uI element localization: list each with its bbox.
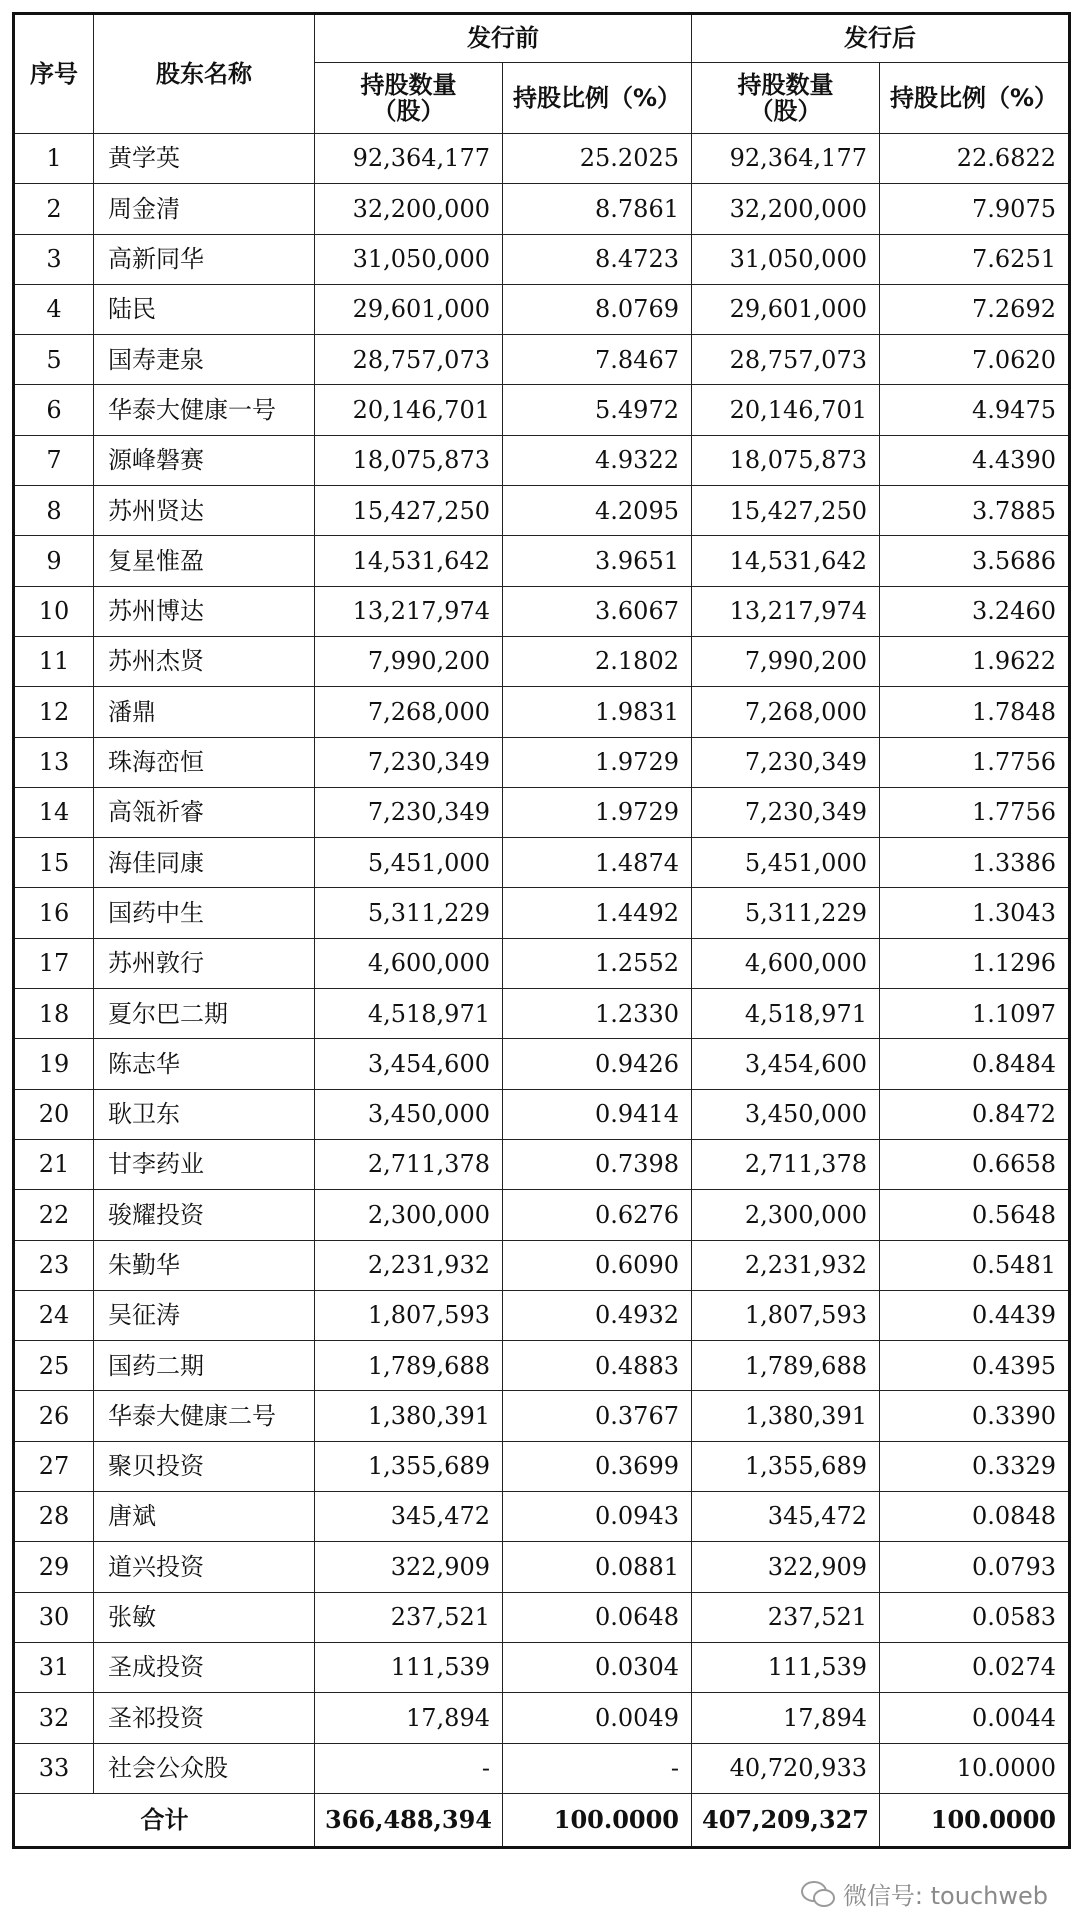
cell-after-ratio: 4.4390 bbox=[880, 435, 1070, 485]
cell-seq: 27 bbox=[14, 1441, 94, 1491]
cell-before-ratio: 0.4932 bbox=[503, 1290, 692, 1340]
cell-after-ratio: 1.7756 bbox=[880, 737, 1070, 787]
total-label: 合计 bbox=[14, 1793, 315, 1847]
cell-before-ratio: 3.6067 bbox=[503, 586, 692, 636]
cell-seq: 4 bbox=[14, 284, 94, 334]
cell-seq: 33 bbox=[14, 1743, 94, 1793]
cell-before-ratio: 0.7398 bbox=[503, 1139, 692, 1189]
cell-after-shares: 5,451,000 bbox=[692, 838, 880, 888]
table-row bbox=[14, 938, 1070, 988]
cell-shareholder-name: 夏尔巴二期 bbox=[94, 989, 315, 1039]
cell-after-ratio: 0.0848 bbox=[880, 1492, 1070, 1542]
cell-shareholder-name: 陆民 bbox=[94, 284, 315, 334]
cell-before-ratio: 0.0049 bbox=[503, 1693, 692, 1743]
table-row bbox=[14, 888, 1070, 938]
cell-after-shares: 5,311,229 bbox=[692, 888, 880, 938]
cell-seq: 25 bbox=[14, 1341, 94, 1391]
cell-after-shares: 1,355,689 bbox=[692, 1441, 880, 1491]
cell-shareholder-name: 黄学英 bbox=[94, 134, 315, 184]
cell-after-shares: 7,230,349 bbox=[692, 737, 880, 787]
cell-before-ratio: 1.9729 bbox=[503, 737, 692, 787]
cell-before-shares: - bbox=[315, 1743, 503, 1793]
table-row bbox=[14, 184, 1070, 234]
cell-after-shares: 2,711,378 bbox=[692, 1139, 880, 1189]
cell-before-ratio: 8.4723 bbox=[503, 234, 692, 284]
cell-after-shares: 322,909 bbox=[692, 1542, 880, 1592]
cell-seq: 15 bbox=[14, 838, 94, 888]
cell-after-shares: 15,427,250 bbox=[692, 486, 880, 536]
cell-seq: 28 bbox=[14, 1492, 94, 1542]
cell-shareholder-name: 社会公众股 bbox=[94, 1743, 315, 1793]
cell-after-ratio: 0.0274 bbox=[880, 1642, 1070, 1692]
cell-after-ratio: 0.4395 bbox=[880, 1341, 1070, 1391]
cell-after-shares: 40,720,933 bbox=[692, 1743, 880, 1793]
cell-after-shares: 2,300,000 bbox=[692, 1190, 880, 1240]
cell-seq: 29 bbox=[14, 1542, 94, 1592]
cell-seq: 19 bbox=[14, 1039, 94, 1089]
table-row bbox=[14, 1391, 1070, 1441]
cell-before-ratio: 0.0881 bbox=[503, 1542, 692, 1592]
cell-after-ratio: 1.1296 bbox=[880, 938, 1070, 988]
cell-shareholder-name: 苏州敦行 bbox=[94, 938, 315, 988]
table-row bbox=[14, 1693, 1070, 1743]
cell-before-ratio: 3.9651 bbox=[503, 536, 692, 586]
cell-after-shares: 237,521 bbox=[692, 1592, 880, 1642]
cell-before-shares: 7,268,000 bbox=[315, 687, 503, 737]
cell-after-ratio: 0.3390 bbox=[880, 1391, 1070, 1441]
cell-shareholder-name: 海佳同康 bbox=[94, 838, 315, 888]
cell-before-shares: 111,539 bbox=[315, 1642, 503, 1692]
cell-before-ratio: 25.2025 bbox=[503, 134, 692, 184]
total-after-shares: 407,209,327 bbox=[692, 1793, 880, 1847]
cell-before-shares: 7,230,349 bbox=[315, 787, 503, 837]
cell-after-shares: 1,807,593 bbox=[692, 1290, 880, 1340]
cell-before-shares: 13,217,974 bbox=[315, 586, 503, 636]
header-after-issue: 发行后 bbox=[692, 14, 1070, 63]
cell-before-shares: 2,300,000 bbox=[315, 1190, 503, 1240]
header-before-shares bbox=[315, 63, 503, 134]
cell-before-shares: 15,427,250 bbox=[315, 486, 503, 536]
cell-after-shares: 18,075,873 bbox=[692, 435, 880, 485]
cell-shareholder-name: 吴征涛 bbox=[94, 1290, 315, 1340]
cell-shareholder-name: 道兴投资 bbox=[94, 1542, 315, 1592]
cell-before-ratio: 1.4492 bbox=[503, 888, 692, 938]
cell-seq: 17 bbox=[14, 938, 94, 988]
cell-seq: 21 bbox=[14, 1139, 94, 1189]
cell-seq: 11 bbox=[14, 636, 94, 686]
cell-shareholder-name: 高新同华 bbox=[94, 234, 315, 284]
cell-before-shares: 31,050,000 bbox=[315, 234, 503, 284]
cell-before-ratio: 5.4972 bbox=[503, 385, 692, 435]
cell-after-ratio: 3.2460 bbox=[880, 586, 1070, 636]
cell-before-shares: 2,711,378 bbox=[315, 1139, 503, 1189]
cell-after-shares: 13,217,974 bbox=[692, 586, 880, 636]
cell-seq: 16 bbox=[14, 888, 94, 938]
cell-after-shares: 7,268,000 bbox=[692, 687, 880, 737]
cell-seq: 1 bbox=[14, 134, 94, 184]
cell-before-ratio: 1.2330 bbox=[503, 989, 692, 1039]
cell-after-shares: 1,789,688 bbox=[692, 1341, 880, 1391]
cell-shareholder-name: 复星惟盈 bbox=[94, 536, 315, 586]
cell-seq: 10 bbox=[14, 586, 94, 636]
cell-before-ratio: 4.2095 bbox=[503, 486, 692, 536]
cell-seq: 14 bbox=[14, 787, 94, 837]
cell-after-shares: 4,518,971 bbox=[692, 989, 880, 1039]
cell-before-shares: 4,600,000 bbox=[315, 938, 503, 988]
table-row bbox=[14, 838, 1070, 888]
cell-after-ratio: 1.3043 bbox=[880, 888, 1070, 938]
cell-shareholder-name: 源峰磐赛 bbox=[94, 435, 315, 485]
cell-seq: 3 bbox=[14, 234, 94, 284]
header-shares-line1: 持股数量 bbox=[360, 70, 457, 99]
shareholder-table bbox=[12, 12, 1071, 1849]
table-row bbox=[14, 385, 1070, 435]
table-row bbox=[14, 586, 1070, 636]
cell-before-shares: 1,807,593 bbox=[315, 1290, 503, 1340]
cell-before-shares: 18,075,873 bbox=[315, 435, 503, 485]
cell-before-shares: 5,311,229 bbox=[315, 888, 503, 938]
table-row bbox=[14, 687, 1070, 737]
cell-shareholder-name: 苏州博达 bbox=[94, 586, 315, 636]
cell-after-ratio: 0.6658 bbox=[880, 1139, 1070, 1189]
table-row bbox=[14, 1592, 1070, 1642]
cell-seq: 32 bbox=[14, 1693, 94, 1743]
total-before-shares: 366,488,394 bbox=[315, 1793, 503, 1847]
table-row bbox=[14, 1190, 1070, 1240]
cell-before-shares: 7,230,349 bbox=[315, 737, 503, 787]
cell-before-shares: 5,451,000 bbox=[315, 838, 503, 888]
cell-after-ratio: 0.0044 bbox=[880, 1693, 1070, 1743]
cell-before-ratio: 0.0648 bbox=[503, 1592, 692, 1642]
cell-after-shares: 29,601,000 bbox=[692, 284, 880, 334]
cell-after-ratio: 0.5481 bbox=[880, 1240, 1070, 1290]
cell-seq: 12 bbox=[14, 687, 94, 737]
cell-after-ratio: 4.9475 bbox=[880, 385, 1070, 435]
cell-after-shares: 345,472 bbox=[692, 1492, 880, 1542]
header-seq: 序号 bbox=[14, 14, 94, 134]
cell-before-ratio: 8.0769 bbox=[503, 284, 692, 334]
table-row bbox=[14, 234, 1070, 284]
header-after-ratio: 持股比例（%） bbox=[880, 63, 1070, 134]
table-row bbox=[14, 134, 1070, 184]
cell-before-shares: 1,380,391 bbox=[315, 1391, 503, 1441]
total-after-ratio: 100.0000 bbox=[880, 1793, 1070, 1847]
cell-shareholder-name: 华泰大健康一号 bbox=[94, 385, 315, 435]
cell-before-ratio: 0.9414 bbox=[503, 1089, 692, 1139]
cell-after-ratio: 0.0793 bbox=[880, 1542, 1070, 1592]
cell-before-shares: 322,909 bbox=[315, 1542, 503, 1592]
table-row bbox=[14, 1039, 1070, 1089]
cell-after-ratio: 1.9622 bbox=[880, 636, 1070, 686]
cell-shareholder-name: 苏州贤达 bbox=[94, 486, 315, 536]
cell-seq: 23 bbox=[14, 1240, 94, 1290]
cell-seq: 8 bbox=[14, 486, 94, 536]
header-shares-line2: （股） bbox=[372, 97, 445, 125]
cell-after-shares: 92,364,177 bbox=[692, 134, 880, 184]
cell-after-shares: 4,600,000 bbox=[692, 938, 880, 988]
cell-after-ratio: 0.4439 bbox=[880, 1290, 1070, 1340]
table-row bbox=[14, 1642, 1070, 1692]
cell-before-shares: 345,472 bbox=[315, 1492, 503, 1542]
cell-shareholder-name: 苏州杰贤 bbox=[94, 636, 315, 686]
cell-before-shares: 7,990,200 bbox=[315, 636, 503, 686]
cell-after-shares: 32,200,000 bbox=[692, 184, 880, 234]
cell-shareholder-name: 圣祁投资 bbox=[94, 1693, 315, 1743]
cell-after-shares: 17,894 bbox=[692, 1693, 880, 1743]
header-before-issue: 发行前 bbox=[315, 14, 692, 63]
cell-before-shares: 3,450,000 bbox=[315, 1089, 503, 1139]
shareholder-table-container bbox=[12, 12, 1068, 1849]
header-shares-line2: （股） bbox=[749, 97, 822, 125]
cell-before-ratio: 0.3699 bbox=[503, 1441, 692, 1491]
cell-shareholder-name: 唐斌 bbox=[94, 1492, 315, 1542]
cell-after-ratio: 22.6822 bbox=[880, 134, 1070, 184]
cell-after-ratio: 0.0583 bbox=[880, 1592, 1070, 1642]
cell-before-ratio: 7.8467 bbox=[503, 335, 692, 385]
total-row bbox=[14, 1793, 1070, 1847]
table-row bbox=[14, 335, 1070, 385]
table-row bbox=[14, 1089, 1070, 1139]
cell-before-ratio: 0.0943 bbox=[503, 1492, 692, 1542]
cell-after-ratio: 0.8472 bbox=[880, 1089, 1070, 1139]
table-row bbox=[14, 737, 1070, 787]
cell-shareholder-name: 圣成投资 bbox=[94, 1642, 315, 1692]
table-footer bbox=[14, 1793, 1070, 1847]
cell-shareholder-name: 朱勤华 bbox=[94, 1240, 315, 1290]
cell-before-shares: 237,521 bbox=[315, 1592, 503, 1642]
cell-after-shares: 31,050,000 bbox=[692, 234, 880, 284]
cell-after-ratio: 7.6251 bbox=[880, 234, 1070, 284]
cell-before-ratio: - bbox=[503, 1743, 692, 1793]
cell-after-ratio: 1.7756 bbox=[880, 787, 1070, 837]
cell-shareholder-name: 潘鼎 bbox=[94, 687, 315, 737]
cell-seq: 7 bbox=[14, 435, 94, 485]
cell-shareholder-name: 国寿疌泉 bbox=[94, 335, 315, 385]
header-before-ratio: 持股比例（%） bbox=[503, 63, 692, 134]
table-row bbox=[14, 536, 1070, 586]
table-row bbox=[14, 1290, 1070, 1340]
cell-after-ratio: 1.7848 bbox=[880, 687, 1070, 737]
cell-after-ratio: 3.7885 bbox=[880, 486, 1070, 536]
cell-after-ratio: 10.0000 bbox=[880, 1743, 1070, 1793]
cell-before-shares: 32,200,000 bbox=[315, 184, 503, 234]
table-row bbox=[14, 989, 1070, 1039]
cell-seq: 9 bbox=[14, 536, 94, 586]
cell-after-ratio: 0.3329 bbox=[880, 1441, 1070, 1491]
cell-after-ratio: 7.2692 bbox=[880, 284, 1070, 334]
cell-shareholder-name: 国药中生 bbox=[94, 888, 315, 938]
table-row bbox=[14, 284, 1070, 334]
cell-before-ratio: 0.6276 bbox=[503, 1190, 692, 1240]
cell-before-shares: 29,601,000 bbox=[315, 284, 503, 334]
cell-after-shares: 2,231,932 bbox=[692, 1240, 880, 1290]
table-row bbox=[14, 636, 1070, 686]
watermark-text: 微信号: touchweb bbox=[842, 1882, 1048, 1910]
cell-before-ratio: 0.0304 bbox=[503, 1642, 692, 1692]
cell-shareholder-name: 华泰大健康二号 bbox=[94, 1391, 315, 1441]
header-name: 股东名称 bbox=[94, 14, 315, 134]
cell-seq: 26 bbox=[14, 1391, 94, 1441]
cell-seq: 24 bbox=[14, 1290, 94, 1340]
cell-seq: 30 bbox=[14, 1592, 94, 1642]
cell-after-shares: 14,531,642 bbox=[692, 536, 880, 586]
cell-after-ratio: 3.5686 bbox=[880, 536, 1070, 586]
cell-before-ratio: 1.4874 bbox=[503, 838, 692, 888]
cell-before-ratio: 1.2552 bbox=[503, 938, 692, 988]
cell-seq: 22 bbox=[14, 1190, 94, 1240]
table-row bbox=[14, 1341, 1070, 1391]
cell-after-ratio: 7.9075 bbox=[880, 184, 1070, 234]
table-row bbox=[14, 1441, 1070, 1491]
cell-after-shares: 3,454,600 bbox=[692, 1039, 880, 1089]
header-after-shares bbox=[692, 63, 880, 134]
cell-before-ratio: 8.7861 bbox=[503, 184, 692, 234]
table-row bbox=[14, 787, 1070, 837]
cell-before-ratio: 4.9322 bbox=[503, 435, 692, 485]
cell-before-ratio: 0.3767 bbox=[503, 1391, 692, 1441]
cell-before-shares: 28,757,073 bbox=[315, 335, 503, 385]
wechat-icon bbox=[801, 1881, 835, 1907]
cell-before-ratio: 0.4883 bbox=[503, 1341, 692, 1391]
cell-before-shares: 1,355,689 bbox=[315, 1441, 503, 1491]
cell-after-ratio: 0.8484 bbox=[880, 1039, 1070, 1089]
cell-seq: 6 bbox=[14, 385, 94, 435]
table-row bbox=[14, 486, 1070, 536]
table-row bbox=[14, 1743, 1070, 1793]
cell-before-shares: 3,454,600 bbox=[315, 1039, 503, 1089]
cell-shareholder-name: 高瓴祈睿 bbox=[94, 787, 315, 837]
cell-after-shares: 28,757,073 bbox=[692, 335, 880, 385]
cell-shareholder-name: 甘李药业 bbox=[94, 1139, 315, 1189]
cell-before-shares: 92,364,177 bbox=[315, 134, 503, 184]
table-row bbox=[14, 435, 1070, 485]
cell-after-shares: 1,380,391 bbox=[692, 1391, 880, 1441]
cell-shareholder-name: 陈志华 bbox=[94, 1039, 315, 1089]
cell-after-ratio: 0.5648 bbox=[880, 1190, 1070, 1240]
cell-after-shares: 20,146,701 bbox=[692, 385, 880, 435]
table-body bbox=[14, 134, 1070, 1794]
cell-shareholder-name: 骏耀投资 bbox=[94, 1190, 315, 1240]
cell-seq: 2 bbox=[14, 184, 94, 234]
total-before-ratio: 100.0000 bbox=[503, 1793, 692, 1847]
cell-before-shares: 1,789,688 bbox=[315, 1341, 503, 1391]
cell-shareholder-name: 张敏 bbox=[94, 1592, 315, 1642]
table-row bbox=[14, 1542, 1070, 1592]
cell-seq: 13 bbox=[14, 737, 94, 787]
cell-seq: 5 bbox=[14, 335, 94, 385]
watermark bbox=[801, 1876, 1048, 1911]
cell-after-ratio: 7.0620 bbox=[880, 335, 1070, 385]
cell-seq: 31 bbox=[14, 1642, 94, 1692]
cell-after-shares: 3,450,000 bbox=[692, 1089, 880, 1139]
header-shares-line1: 持股数量 bbox=[737, 70, 834, 99]
cell-seq: 18 bbox=[14, 989, 94, 1039]
cell-before-ratio: 1.9729 bbox=[503, 787, 692, 837]
cell-after-ratio: 1.3386 bbox=[880, 838, 1070, 888]
table-header bbox=[14, 14, 1070, 134]
cell-before-ratio: 2.1802 bbox=[503, 636, 692, 686]
cell-before-shares: 2,231,932 bbox=[315, 1240, 503, 1290]
cell-before-shares: 20,146,701 bbox=[315, 385, 503, 435]
cell-before-ratio: 0.6090 bbox=[503, 1240, 692, 1290]
cell-before-ratio: 0.9426 bbox=[503, 1039, 692, 1089]
cell-after-shares: 7,230,349 bbox=[692, 787, 880, 837]
cell-shareholder-name: 珠海峦恒 bbox=[94, 737, 315, 787]
cell-after-ratio: 1.1097 bbox=[880, 989, 1070, 1039]
cell-before-ratio: 1.9831 bbox=[503, 687, 692, 737]
table-row bbox=[14, 1492, 1070, 1542]
cell-after-shares: 7,990,200 bbox=[692, 636, 880, 686]
cell-seq: 20 bbox=[14, 1089, 94, 1139]
table-row bbox=[14, 1139, 1070, 1189]
cell-before-shares: 17,894 bbox=[315, 1693, 503, 1743]
cell-before-shares: 4,518,971 bbox=[315, 989, 503, 1039]
table-row bbox=[14, 1240, 1070, 1290]
cell-after-shares: 111,539 bbox=[692, 1642, 880, 1692]
cell-before-shares: 14,531,642 bbox=[315, 536, 503, 586]
cell-shareholder-name: 国药二期 bbox=[94, 1341, 315, 1391]
cell-shareholder-name: 聚贝投资 bbox=[94, 1441, 315, 1491]
cell-shareholder-name: 耿卫东 bbox=[94, 1089, 315, 1139]
cell-shareholder-name: 周金清 bbox=[94, 184, 315, 234]
